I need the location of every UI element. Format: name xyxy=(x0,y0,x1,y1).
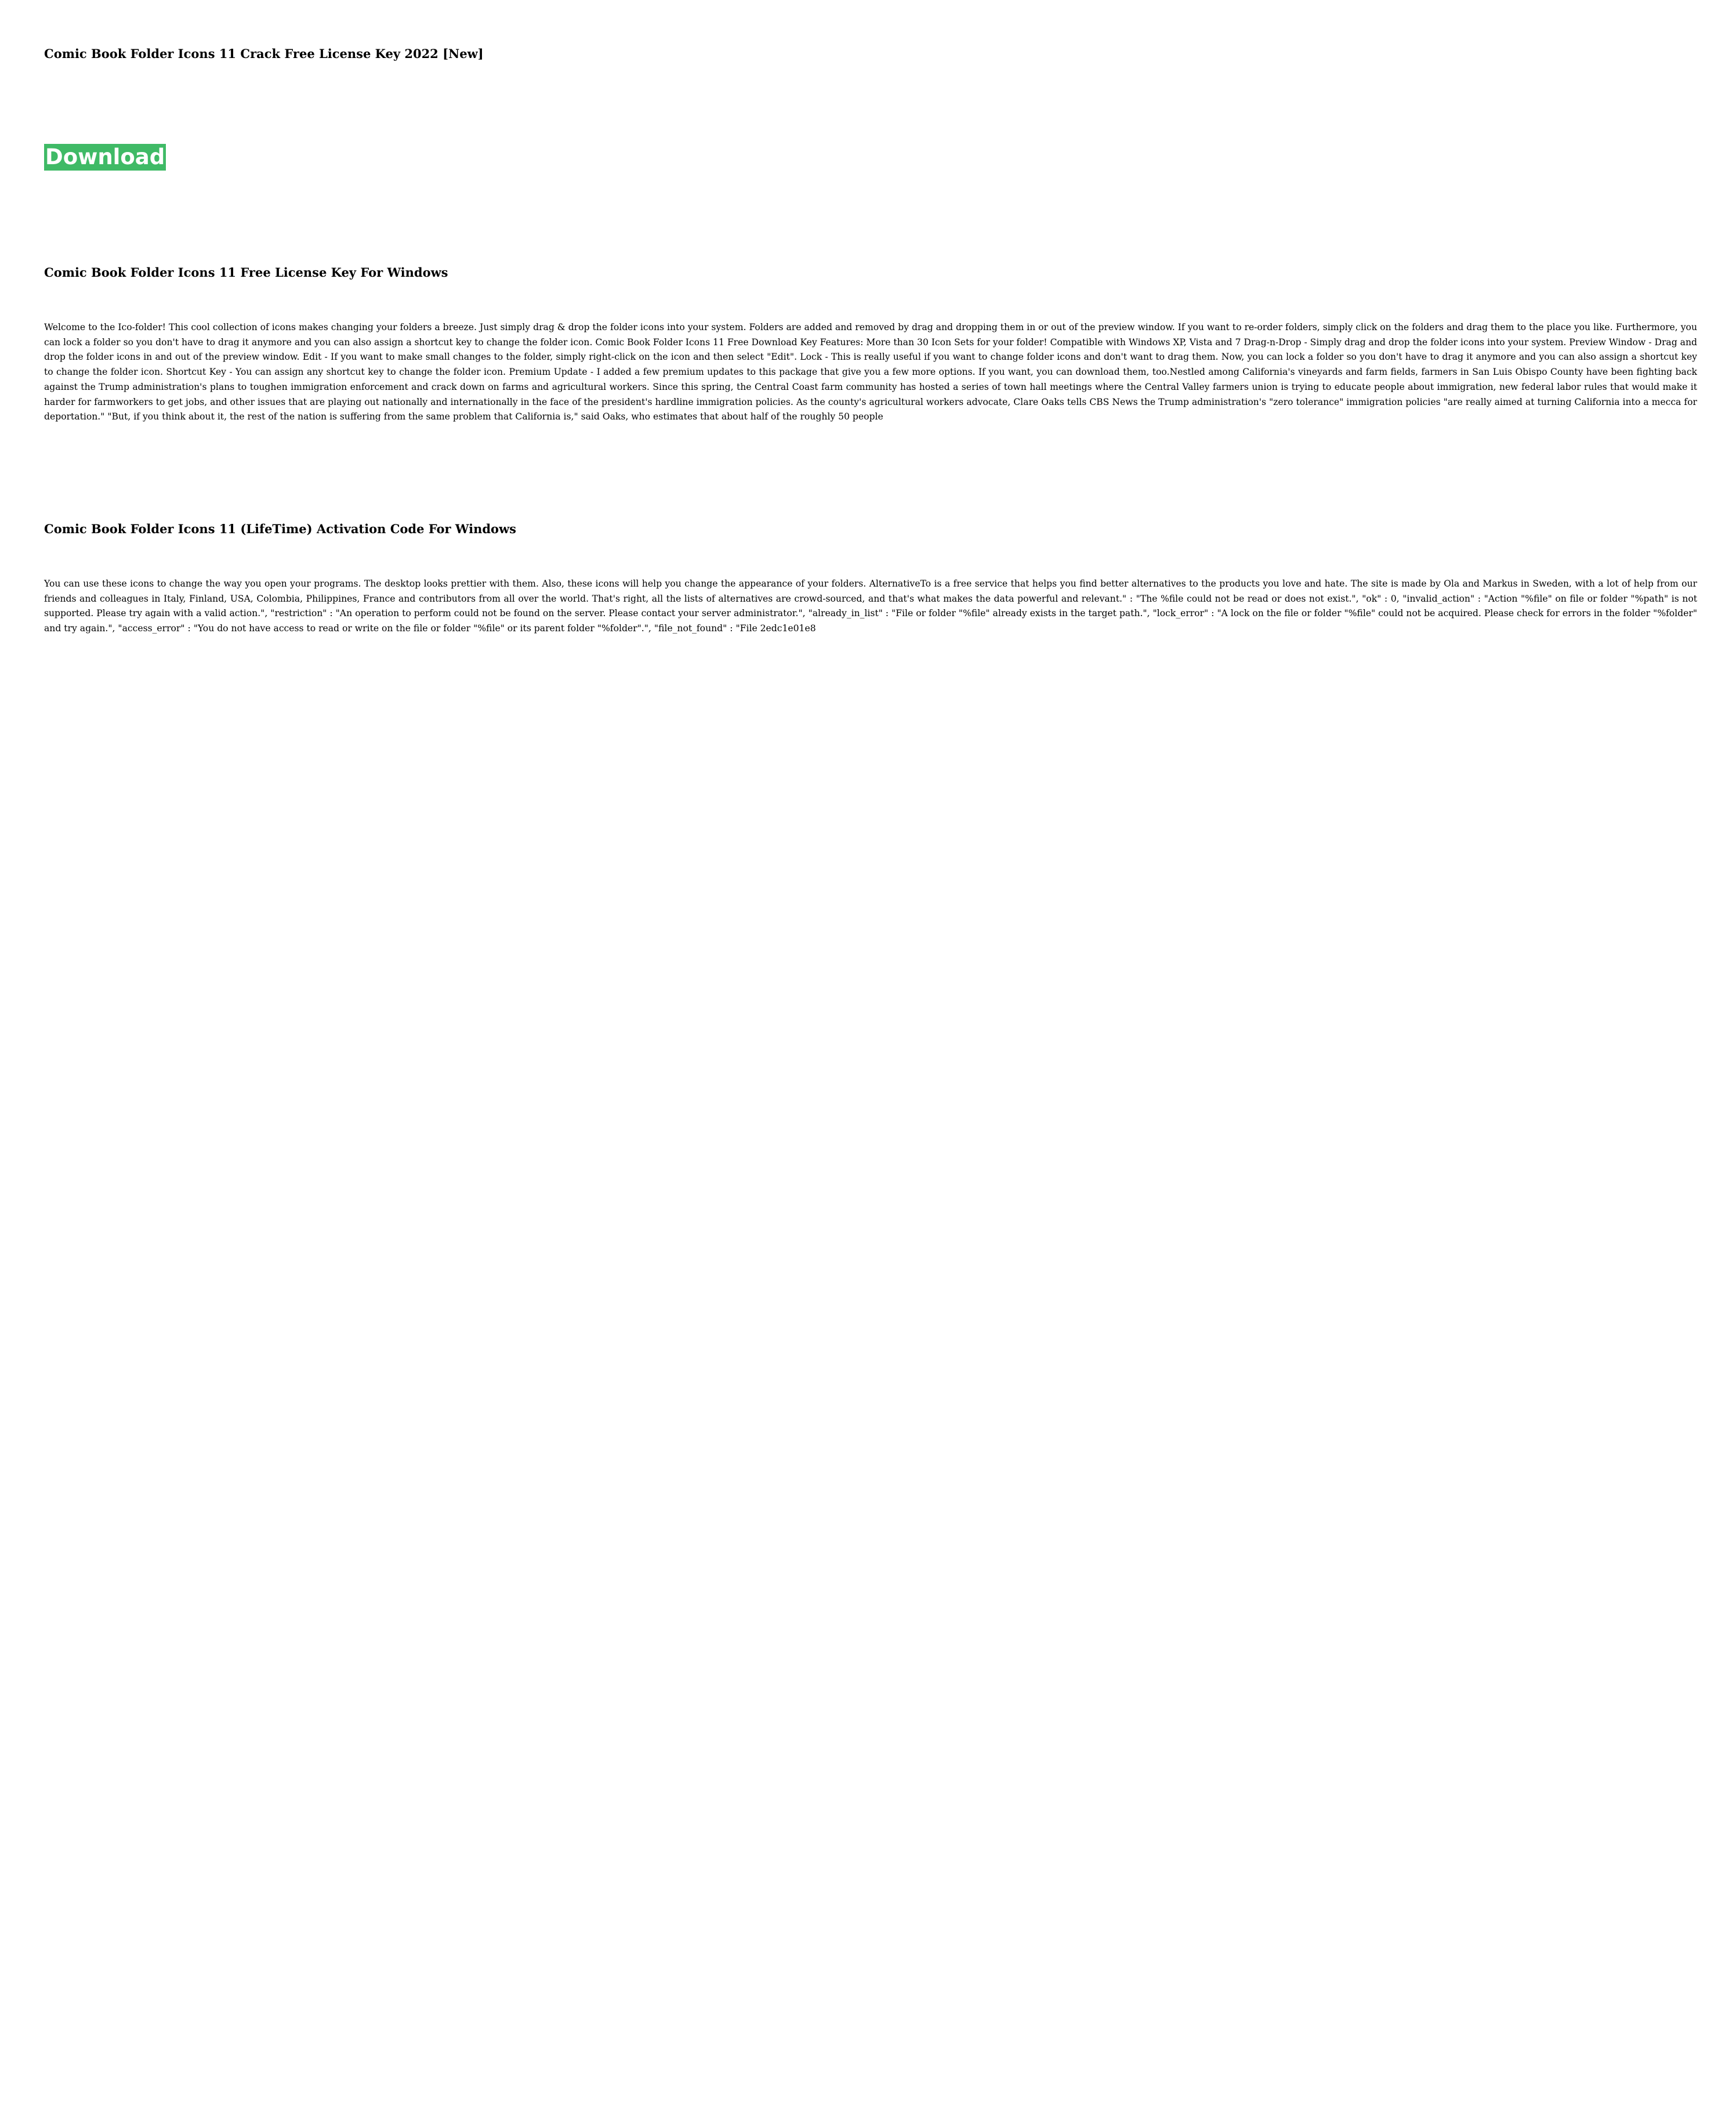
section-heading-activation-code: Comic Book Folder Icons 11 (LifeTime) Activation Code For Windows xyxy=(44,522,516,536)
download-button[interactable]: Download xyxy=(45,144,165,169)
section-body-activation-code: You can use these icons to change the way you open your programs. The desktop looks prettier with them. Also, these icons will help you change the appearance of your folders. AlternativeTo is a free service that helps you find better alternatives to the products you love and hate. The site is made by Ola and Markus in Sweden, with a lot of help from our friends and colleagues in Italy, Finland, USA, Colombia, Philippines, France and contributors from all over the world. That's right, all the lists of alternatives are crowd-sourced, and that's what makes the data powerful and relevant." : "The %file could not be read or does not exist.", "ok" : 0, "invalid_action" : "Action "%file" on file or folder "%path" is not supported. Please try again with a valid action.", "restriction" : "An operation to perform could not be found on the server. Please contact your server administrator.", "already_in_list" : "File or folder "%file" already exists in the target path.", "lock_error" : "A lock on the file or folder "%file" could not be acquired. Please check for errors in the folder "%folder" and try again.", "access_error" : "You do not have access to read or write on the file or folder "%file" or its parent folder "%folder".", "file_not_found" : "File 2edc1e01e8 xyxy=(44,578,1697,634)
page-title: Comic Book Folder Icons 11 Crack Free License Key 2022 [New] xyxy=(44,46,484,61)
section-heading-license-key: Comic Book Folder Icons 11 Free License Key For Windows xyxy=(44,265,448,280)
section-body-license-key: Welcome to the Ico-folder! This cool collection of icons makes changing your folders a breeze. Just simply drag & drop the folder icons into your system. Folders are added and removed by drag and dropping them in or out of the preview window. If you want to re-order folders, simply click on the folders and drag them to the place you like. Furthermore, you can lock a folder so you don't have to drag it anymore and you can also assign a shortcut key to change the folder icon. Comic Book Folder Icons 11 Free Download Key Features: More than 30 Icon Sets for your folder! Compatible with Windows XP, Vista and 7 Drag-n-Drop - Simply drag and drop the folder icons into your system. Preview Window - Drag and drop the folder icons in and out of the preview window. Edit - If you want to make small changes to the folder, simply right-click on the icon and then select "Edit". Lock - This is really useful if you want to change folder icons and don't want to drag them. Now, you can lock a folder so you don't have to drag it anymore and you can also assign a shortcut key to change the folder icon. Shortcut Key - You can assign any shortcut key to change the folder icon. Premium Update - I added a few premium updates to this package that give you a few more options. If you want, you can download them, too.Nestled among California's vineyards and farm fields, farmers in San Luis Obispo County have been fighting back against the Trump administration's plans to toughen immigration enforcement and crack down on farms and agricultural workers. Since this spring, the Central Coast farm community has hosted a series of town hall meetings where the Central Valley farmers union is trying to educate people about immigration, new federal labor rules that would make it harder for farmworkers to get jobs, and other issues that are playing out nationally and internationally in the face of the president's hardline immigration policies. As the county's agricultural workers advocate, Clare Oaks tells CBS News the Trump administration's "zero tolerance" immigration policies "are really aimed at turning California into a mecca for deportation." "But, if you think about it, the rest of the nation is suffering from the same problem that California is," said Oaks, who estimates that about half of the roughly 50 people xyxy=(44,322,1697,422)
